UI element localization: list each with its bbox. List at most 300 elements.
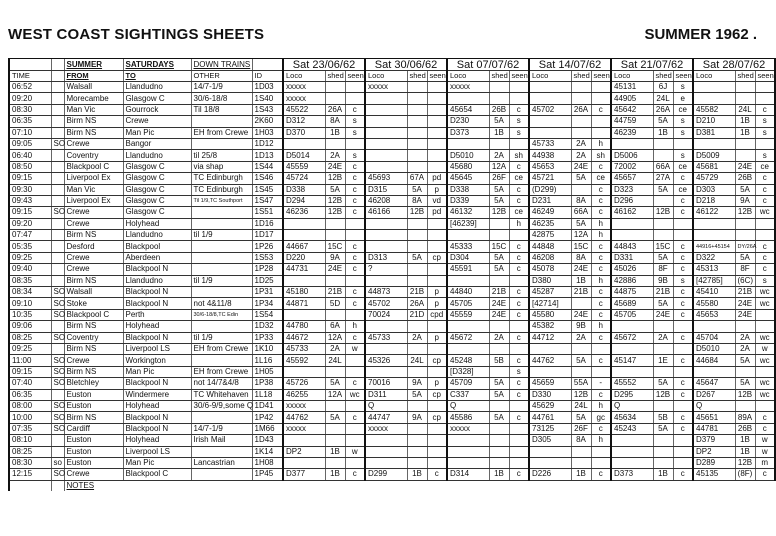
shed-cell: 2A (653, 332, 673, 343)
shed-cell (653, 230, 673, 241)
table-row (9, 150, 775, 161)
to-cell: Blackpool N (123, 287, 191, 298)
to-cell: Workington (123, 355, 191, 366)
seen-cell: c (755, 252, 775, 263)
shed-cell (571, 93, 591, 104)
from-cell: Euston (64, 435, 123, 446)
from-cell: Morecambe (64, 93, 123, 104)
so-cell (51, 93, 64, 104)
col-loco-header: Loco (283, 71, 325, 82)
loco-cell: [42785] (693, 275, 735, 286)
seen-cell: sh (509, 150, 529, 161)
loco-cell: 45287 (529, 287, 571, 298)
to-cell: Man Pic (123, 127, 191, 138)
loco-cell: xxxxx (283, 423, 325, 434)
seen-cell: p (427, 332, 447, 343)
so-cell: SO (51, 309, 64, 320)
id-cell: 1D13 (252, 150, 283, 161)
loco-cell (611, 321, 653, 332)
seen-cell: p (427, 298, 447, 309)
loco-cell: Q (693, 400, 735, 411)
shed-cell: 5A (489, 195, 509, 206)
id-cell: 1K14 (252, 446, 283, 457)
saturdays-header: SATURDAYS (123, 59, 191, 71)
shed-cell (407, 241, 427, 252)
seen-cell (509, 275, 529, 286)
loco-cell: 45591 (447, 264, 489, 275)
table-row (9, 218, 775, 229)
loco-cell: 45078 (529, 264, 571, 275)
loco-cell: 46166 (365, 207, 407, 218)
table-row (9, 378, 775, 389)
loco-cell: 44848 (529, 241, 571, 252)
seen-cell: c (509, 264, 529, 275)
id-cell: 1S47 (252, 195, 283, 206)
from-cell: Euston (64, 446, 123, 457)
seen-cell (673, 366, 693, 377)
loco-cell: D312 (283, 116, 325, 127)
loco-cell: 45672 (447, 332, 489, 343)
loco-cell: 45705 (611, 309, 653, 320)
other-cell (191, 264, 252, 275)
seen-cell: c (673, 264, 693, 275)
shed-cell: 8A (325, 116, 345, 127)
table-row (9, 161, 775, 172)
loco-cell: 44712 (529, 332, 571, 343)
loco-cell: 44731 (283, 264, 325, 275)
time-cell: 09:43 (9, 195, 51, 206)
seen-cell: c (509, 184, 529, 195)
loco-cell (447, 93, 489, 104)
shed-cell: 5A (325, 378, 345, 389)
shed-cell: 24L (571, 400, 591, 411)
to-cell: Windermere (123, 389, 191, 400)
header-row-2 (9, 71, 775, 82)
shed-cell (735, 150, 755, 161)
shed-cell (735, 366, 755, 377)
seen-cell: w (755, 343, 775, 354)
loco-cell: D373 (611, 469, 653, 480)
loco-cell (693, 138, 735, 149)
date-header-6: Sat 28/07/62 (693, 59, 775, 71)
loco-cell: xxxxx (447, 82, 489, 93)
shed-cell: 24L (407, 355, 427, 366)
shed-cell (653, 457, 673, 468)
other-cell (191, 446, 252, 457)
seen-cell: wc (755, 207, 775, 218)
sightings-table (8, 58, 776, 491)
loco-cell: D377 (283, 469, 325, 480)
shed-cell: 2A (325, 150, 345, 161)
loco-cell: 42875 (529, 230, 571, 241)
seen-cell (509, 93, 529, 104)
loco-cell: 45647 (693, 378, 735, 389)
to-cell: Blackpool N (123, 412, 191, 423)
to-cell: Llandudno (123, 275, 191, 286)
loco-cell: Q (447, 400, 489, 411)
loco-cell: D220 (283, 252, 325, 263)
to-cell: Holyhead (123, 321, 191, 332)
shed-cell: DY/26A (735, 241, 755, 252)
to-cell: Blackpool N (123, 298, 191, 309)
shed-cell: 26A (653, 104, 673, 115)
loco-cell (447, 321, 489, 332)
id-cell: 1H05 (252, 366, 283, 377)
seen-cell: c (509, 469, 529, 480)
loco-cell: D311 (365, 389, 407, 400)
loco-cell: 45705 (447, 298, 489, 309)
col-seen-header: seen (755, 71, 775, 82)
seen-cell: c (755, 241, 775, 252)
shed-cell (325, 366, 345, 377)
seen-cell (345, 423, 365, 434)
seen-cell: c (591, 423, 611, 434)
loco-cell (365, 104, 407, 115)
shed-cell: 1B (735, 446, 755, 457)
loco-cell: 45672 (611, 332, 653, 343)
shed-cell (653, 218, 673, 229)
shed-cell (407, 400, 427, 411)
seen-cell: c (591, 104, 611, 115)
to-cell: Aberdeen (123, 252, 191, 263)
seen-cell: ce (673, 184, 693, 195)
seen-cell: h (591, 400, 611, 411)
loco-cell: 45680 (447, 161, 489, 172)
loco-cell: D5010 (447, 150, 489, 161)
shed-cell: 26A (571, 104, 591, 115)
shed-cell (571, 298, 591, 309)
loco-cell: 46236 (283, 207, 325, 218)
seen-cell: ce (673, 104, 693, 115)
shed-cell: 5A (653, 252, 673, 263)
seen-cell (755, 138, 775, 149)
seen-cell (755, 230, 775, 241)
loco-cell: 45243 (611, 423, 653, 434)
so-cell: SO (51, 332, 64, 343)
seen-cell: c (591, 207, 611, 218)
seen-cell (345, 82, 365, 93)
loco-cell (447, 446, 489, 457)
loco-cell (447, 275, 489, 286)
shed-cell: 21D (407, 309, 427, 320)
id-cell: 1D03 (252, 82, 283, 93)
other-cell (191, 412, 252, 423)
loco-cell: [46239] (447, 218, 489, 229)
seen-cell (755, 309, 775, 320)
table-row (9, 184, 775, 195)
from-cell: Crewe (64, 355, 123, 366)
table-row (9, 332, 775, 343)
from-cell: Birm NS (64, 321, 123, 332)
shed-cell: 15C (325, 241, 345, 252)
seen-cell: p (427, 378, 447, 389)
seen-cell: c (345, 469, 365, 480)
sheet-title: WEST COAST SIGHTINGS SHEETS (8, 26, 265, 43)
loco-cell: D267 (693, 389, 735, 400)
to-cell: Blackpool (123, 241, 191, 252)
seen-cell (509, 446, 529, 457)
loco-cell (611, 218, 653, 229)
seen-cell: wc (755, 355, 775, 366)
loco-cell: 44781 (693, 423, 735, 434)
seen-cell: c (509, 298, 529, 309)
seen-cell: s (755, 127, 775, 138)
shed-cell: 9B (571, 321, 591, 332)
time-cell: 07:35 (9, 423, 51, 434)
so-cell: SO (51, 423, 64, 434)
col-shed-header: shed (325, 71, 345, 82)
other-cell: 30/6-18/8,TC Edin (191, 309, 252, 320)
shed-cell: 5A (653, 184, 673, 195)
to-cell: Holyhead (123, 435, 191, 446)
shed-cell (489, 93, 509, 104)
shed-cell: 1B (325, 127, 345, 138)
to-cell: Crewe (123, 116, 191, 127)
so-cell (51, 446, 64, 457)
loco-cell: D379 (693, 435, 735, 446)
loco-cell (693, 218, 735, 229)
so-cell: SO (51, 138, 64, 149)
col-seen-header: seen (427, 71, 447, 82)
table-row (9, 355, 775, 366)
shed-cell: 5A (653, 298, 673, 309)
shed-cell: 5A (489, 412, 509, 423)
loco-cell: 45326 (365, 355, 407, 366)
shed-cell (489, 400, 509, 411)
shed-cell: 5A (489, 378, 509, 389)
loco-cell: D313 (365, 252, 407, 263)
table-row (9, 389, 775, 400)
shed-cell (489, 423, 509, 434)
loco-cell: 44916+45154 (693, 241, 735, 252)
seen-cell (673, 321, 693, 332)
seen-cell (427, 150, 447, 161)
from-cell: Crewe (64, 138, 123, 149)
loco-cell: D370 (283, 127, 325, 138)
col-loco-header: Loco (529, 71, 571, 82)
seen-cell (427, 275, 447, 286)
shed-cell (489, 446, 509, 457)
shed-cell: 12B (735, 457, 755, 468)
loco-cell (529, 457, 571, 468)
seen-cell (427, 127, 447, 138)
shed-cell: 5A (407, 252, 427, 263)
seen-cell: c (673, 241, 693, 252)
loco-cell (611, 457, 653, 468)
loco-cell: D381 (693, 127, 735, 138)
col-shed-header: shed (571, 71, 591, 82)
time-header-blank (9, 59, 51, 71)
shed-cell (571, 127, 591, 138)
shed-cell: 5A (489, 389, 509, 400)
seen-cell: c (591, 298, 611, 309)
loco-cell: 44762 (529, 355, 571, 366)
shed-cell: 5A (489, 184, 509, 195)
other-cell: til 1/9 (191, 230, 252, 241)
seen-cell (345, 218, 365, 229)
seen-cell (673, 230, 693, 241)
seen-cell: c (755, 264, 775, 275)
so-cell (51, 173, 64, 184)
time-cell: 09:20 (9, 218, 51, 229)
shed-cell: 9A (407, 412, 427, 423)
so-cell (51, 321, 64, 332)
table-row (9, 93, 775, 104)
seen-cell: c (673, 207, 693, 218)
seen-cell: ce (591, 173, 611, 184)
from-cell: Coventry (64, 332, 123, 343)
seen-cell (427, 241, 447, 252)
loco-cell: 42886 (611, 275, 653, 286)
loco-cell: 72002 (611, 161, 653, 172)
seen-cell (345, 309, 365, 320)
seen-cell: ce (673, 161, 693, 172)
seen-cell: c (509, 309, 529, 320)
seen-cell (509, 82, 529, 93)
shed-cell (653, 366, 673, 377)
shed-cell: 24E (571, 161, 591, 172)
seen-cell (509, 343, 529, 354)
time-cell: 08:00 (9, 400, 51, 411)
loco-cell: D331 (611, 252, 653, 263)
shed-cell: 9A (735, 195, 755, 206)
other-cell (191, 355, 252, 366)
shed-cell (489, 138, 509, 149)
seen-cell (673, 400, 693, 411)
shed-cell (407, 82, 427, 93)
time-cell: 09:15 (9, 366, 51, 377)
shed-cell: 24E (489, 298, 509, 309)
loco-cell: D373 (447, 127, 489, 138)
loco-cell: D5010 (693, 343, 735, 354)
loco-cell: DP2 (693, 446, 735, 457)
shed-cell: 5A (735, 252, 755, 263)
seen-cell: c (673, 355, 693, 366)
from-cell: Stoke (64, 298, 123, 309)
from-cell: Euston (64, 400, 123, 411)
seen-cell (591, 446, 611, 457)
time-cell: 08:30 (9, 457, 51, 468)
notes-label: NOTES (64, 480, 123, 491)
loco-cell (365, 127, 407, 138)
to-cell: Glasgow C (123, 93, 191, 104)
shed-cell (489, 435, 509, 446)
seen-cell (755, 321, 775, 332)
time-cell: 10:00 (9, 412, 51, 423)
loco-cell (447, 435, 489, 446)
from-cell: Blackpool C (64, 309, 123, 320)
shed-cell (407, 321, 427, 332)
loco-cell (365, 230, 407, 241)
loco-cell (283, 218, 325, 229)
seen-cell: c (345, 184, 365, 195)
loco-cell: 45592 (283, 355, 325, 366)
loco-cell (283, 366, 325, 377)
to-cell: Blackpool N (123, 264, 191, 275)
time-cell: 10:35 (9, 309, 51, 320)
time-cell: 09:40 (9, 264, 51, 275)
loco-cell: 44747 (365, 412, 407, 423)
so-cell: SO (51, 287, 64, 298)
shed-cell: 5A (735, 184, 755, 195)
other-cell: TC Edinburgh (191, 184, 252, 195)
so-cell (51, 161, 64, 172)
shed-cell: 8A (407, 195, 427, 206)
seen-cell: c (509, 332, 529, 343)
seen-cell: cp (427, 355, 447, 366)
loco-cell: 45248 (447, 355, 489, 366)
seen-cell: c (673, 309, 693, 320)
loco-cell: xxxxx (283, 93, 325, 104)
summer-header: SUMMER (64, 59, 123, 71)
to-cell: Blackpool N (123, 378, 191, 389)
seen-cell: c (509, 378, 529, 389)
loco-cell: 45026 (611, 264, 653, 275)
other-cell: til 1/9 (191, 275, 252, 286)
seen-cell (673, 435, 693, 446)
seen-cell (345, 355, 365, 366)
loco-cell: 45659 (529, 378, 571, 389)
loco-cell: D296 (611, 195, 653, 206)
time-cell: 09:20 (9, 93, 51, 104)
shed-cell: 5A (325, 412, 345, 423)
other-cell: til 25/8 (191, 150, 252, 161)
shed-cell (489, 343, 509, 354)
seen-cell: c (673, 389, 693, 400)
seen-cell: ce (509, 207, 529, 218)
loco-cell (693, 321, 735, 332)
loco-cell: [D328] (447, 366, 489, 377)
shed-cell: 5B (653, 412, 673, 423)
so-cell (51, 82, 64, 93)
loco-cell (611, 446, 653, 457)
seen-cell (345, 435, 365, 446)
loco-cell: D210 (693, 116, 735, 127)
from-cell: Cardiff (64, 423, 123, 434)
id-cell: 1P26 (252, 241, 283, 252)
shed-cell: 89A (735, 412, 755, 423)
shed-cell: 15C (571, 241, 591, 252)
loco-cell (365, 343, 407, 354)
seen-cell (427, 343, 447, 354)
loco-cell: 45135 (693, 469, 735, 480)
seen-cell: ce (509, 173, 529, 184)
seen-cell: c (673, 469, 693, 480)
to-cell: Liverpool LS (123, 343, 191, 354)
shed-cell: 2A (407, 332, 427, 343)
shed-cell: (6C) (735, 275, 755, 286)
time-cell: 09:25 (9, 252, 51, 263)
id-cell: 1P28 (252, 264, 283, 275)
seen-cell (427, 366, 447, 377)
shed-cell: 1B (571, 275, 591, 286)
shed-cell: 5A (735, 378, 755, 389)
loco-cell: 45580 (693, 298, 735, 309)
id-cell: 1S45 (252, 184, 283, 195)
seen-cell (427, 82, 447, 93)
shed-cell: (8F) (735, 469, 755, 480)
shed-cell: 5D (325, 298, 345, 309)
so-cell (51, 343, 64, 354)
loco-cell: 45702 (365, 298, 407, 309)
time-cell: 07:10 (9, 127, 51, 138)
shed-cell: 24E (735, 309, 755, 320)
other-cell: 14/7-1/9 (191, 82, 252, 93)
time-cell: 08:35 (9, 275, 51, 286)
loco-cell: D380 (529, 275, 571, 286)
seen-cell (509, 230, 529, 241)
seen-cell: s (345, 116, 365, 127)
